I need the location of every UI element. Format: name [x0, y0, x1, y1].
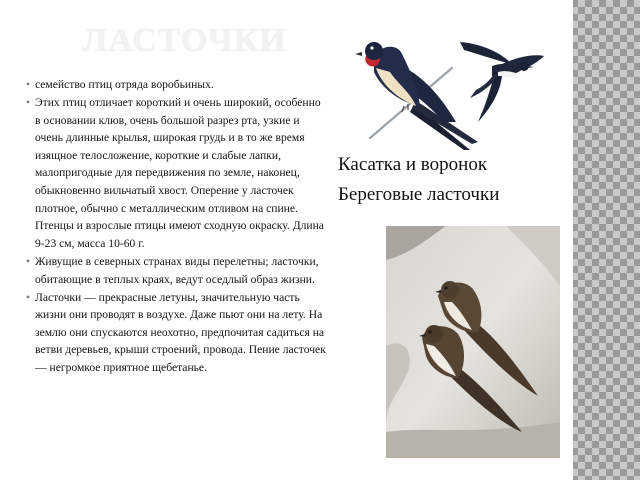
caption-barn-swallow: Касатка и воронок — [338, 154, 488, 175]
bullet-item: • Этих птиц отличает короткий и очень широкий, особенно в основании клюв, очень большой разрез рта, узкие и очень длинные крылья, широкая грудь и в то же время изящное телосложение, короткие и слабые лапки, малопригодные для передвижения по земле, наконец, обыкновенно вильчатый хвост. Оперение у ласточек плотное, обычно с металлическим отливом на спине. Птенцы и взрослые птицы имеют сходную окраску. Длина 9-23 см, масса 10-60 г. — [26, 94, 326, 252]
slide-title: ЛАСТОЧКИ — [82, 22, 287, 59]
decorative-checker-strip — [571, 0, 640, 480]
bullet-item: • Ласточки — прекрасные летуны, значительную часть жизни они проводят в воздухе. Даже пьют они на лету. На землю они спускаются неохотно, предпочитая садиться на ветви деревьев, крыши строений, провода. Пение ласточек — негромкое приятное щебетанье. — [26, 289, 326, 377]
sand-martins-photo — [386, 226, 560, 458]
caption-sand-martins: Береговые ласточки — [338, 184, 500, 205]
swallow-illustration — [352, 26, 552, 156]
bullet-list — [26, 76, 326, 377]
house-martin-icon — [460, 42, 544, 122]
bullet-item: • Живущие в северных странах виды перелетны; ласточки, обитающие в теплых краях, ведут оседлый образ жизни. — [26, 253, 326, 288]
bullet-item: • семейство птиц отряда воробьиных. — [26, 76, 326, 94]
